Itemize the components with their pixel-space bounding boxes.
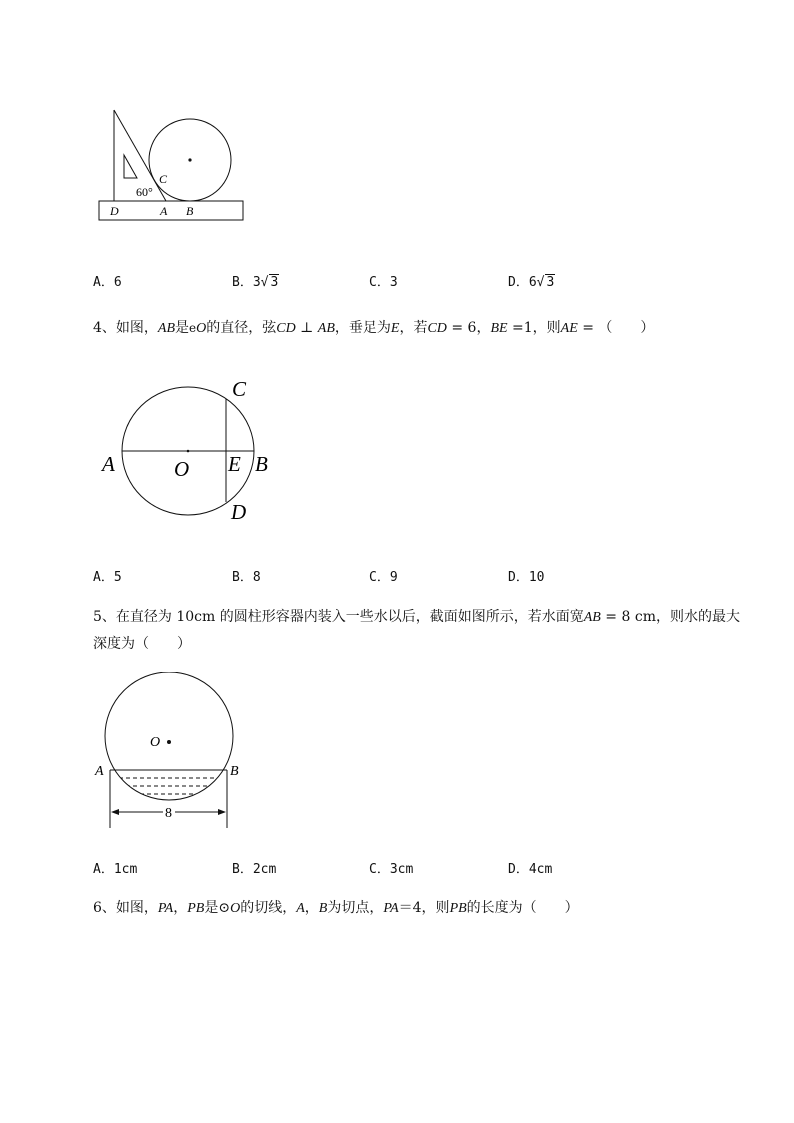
q4-t4: ，若 — [399, 320, 428, 336]
q4-perp: ⊥ — [295, 320, 318, 336]
label-A: A — [95, 764, 104, 779]
q6-O: O — [230, 901, 241, 916]
q4-CD: CD — [276, 321, 296, 336]
option-a[interactable]: A．6 — [93, 275, 122, 290]
q6-t5: ＝4，则 — [398, 900, 450, 916]
container-circle — [105, 672, 233, 800]
option-d[interactable]: D．10 — [508, 570, 545, 585]
figure-circle-chord — [95, 370, 285, 530]
label-B: B — [255, 452, 268, 476]
q5-line2: 深度为（ ） — [93, 636, 191, 652]
option-a[interactable]: A．1cm — [93, 862, 138, 877]
q4-eq2: =1，则 — [507, 320, 561, 336]
option-b[interactable] — [232, 271, 279, 290]
q4-t1: 是 — [175, 320, 190, 336]
base-bar — [99, 201, 243, 220]
sqrt-radicand: 3 — [270, 275, 279, 290]
q6-PA: PA — [157, 901, 174, 916]
q6-t1: 6、如图， — [93, 900, 158, 916]
ruler-inner-triangle — [124, 155, 137, 178]
q4-BE: BE — [490, 321, 508, 336]
label-A: A — [102, 452, 115, 476]
question-5 — [93, 604, 753, 657]
question-6 — [93, 895, 753, 922]
q5-line1b: = 8 cm，则水的最大 — [600, 609, 740, 625]
label-O: O — [150, 735, 161, 750]
q4-AB2: AB — [317, 321, 335, 336]
label-B: B — [230, 764, 239, 779]
q4-AB: AB — [157, 321, 176, 336]
option-c[interactable]: C．3cm — [369, 862, 414, 877]
q4-O: O — [196, 321, 207, 336]
q6-PA2: PA — [383, 901, 399, 916]
option-d-text: D．6 — [508, 275, 537, 290]
option-c[interactable]: C．9 — [369, 570, 398, 585]
center-dot — [187, 450, 190, 453]
dimension-label: 8 — [165, 806, 172, 821]
option-b[interactable]: B．8 — [232, 570, 261, 585]
label-C: C — [159, 172, 168, 186]
arrow-right — [218, 809, 226, 815]
q6-t2: 是⊙ — [204, 900, 231, 916]
sqrt-radicand: 3 — [546, 275, 555, 290]
arrow-left — [111, 809, 119, 815]
q6-PB: PB — [187, 901, 205, 916]
q6-B: B — [318, 901, 328, 916]
label-D: D — [231, 500, 247, 524]
q6-t6: 的长度为（ ） — [466, 900, 579, 916]
q4-E: E — [390, 321, 400, 336]
label-angle: 60° — [136, 185, 153, 199]
label-E: E — [228, 452, 241, 476]
q4-AE: AE — [560, 321, 578, 336]
option-c[interactable]: C．3 — [369, 275, 398, 290]
q4-eq1: = 6， — [446, 320, 491, 336]
figure-triangle-circle — [90, 105, 250, 225]
sqrt-symbol: √ 3 — [260, 275, 279, 290]
label-O: O — [174, 457, 190, 481]
option-b-text: B．3 — [232, 275, 261, 290]
q6-PB2: PB — [449, 901, 467, 916]
option-b[interactable]: B．2cm — [232, 862, 277, 877]
circle-center-dot — [188, 158, 191, 161]
q6-t4: 为切点， — [327, 900, 384, 916]
q6-c2: ， — [304, 900, 319, 916]
label-B: B — [186, 204, 194, 218]
q6-A: A — [296, 901, 305, 916]
q4-number: 4、如图， — [93, 320, 158, 336]
q5-line1a: 5、在直径为 10cm 的圆柱形容器内装入一些水以后，截面如图所示，若水面宽 — [93, 609, 584, 625]
q4-t2: 的直径，弦 — [206, 320, 277, 336]
q6-c1: ， — [173, 900, 188, 916]
q4-CD2: CD — [427, 321, 447, 336]
sqrt-symbol: √ 3 — [536, 275, 555, 290]
option-d[interactable] — [508, 271, 555, 290]
label-D: D — [110, 204, 119, 218]
q4-eq3: = （ ） — [577, 320, 655, 336]
q5-AB: AB — [583, 610, 601, 625]
q4-t3: ，垂足为 — [334, 320, 391, 336]
option-d[interactable]: D．4cm — [508, 862, 553, 877]
q4-circle-symbol: e — [189, 321, 197, 335]
center-dot — [167, 740, 171, 744]
figure-water-circle — [90, 672, 250, 832]
question-4 — [93, 315, 753, 342]
label-A: A — [160, 204, 168, 218]
label-C: C — [232, 377, 247, 401]
q6-t3: 的切线， — [240, 900, 297, 916]
option-a[interactable]: A．5 — [93, 570, 122, 585]
